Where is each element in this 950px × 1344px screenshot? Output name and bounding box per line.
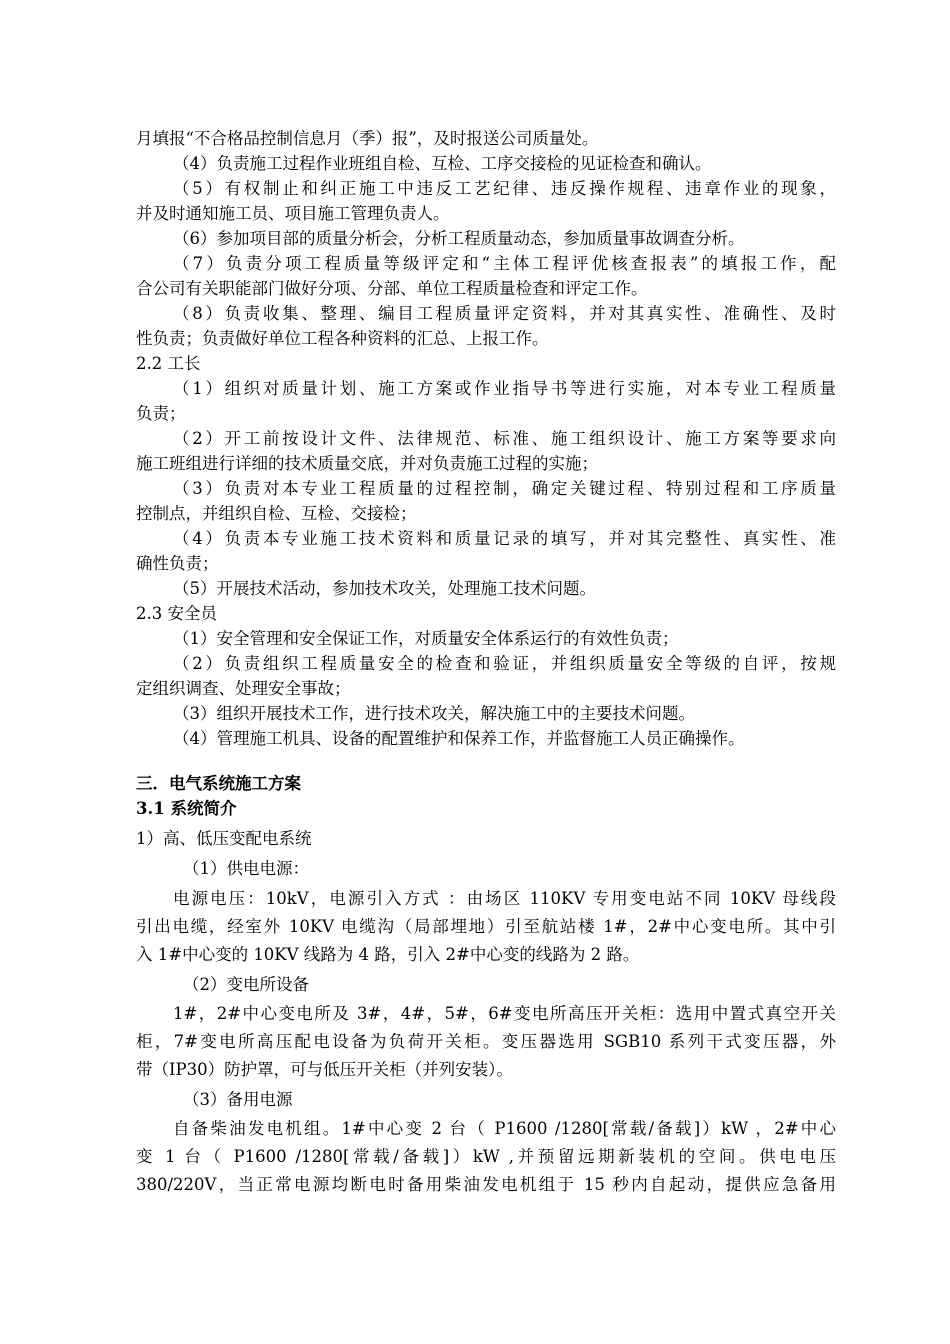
paragraph-line: 确性负责； [136, 554, 219, 573]
paragraph-line: 月填报“不合格品控制信息月（季）报”，及时报送公司质量处。 [136, 129, 599, 148]
list-item: （2）开工前按设计文件、法律规范、标准、施工组织设计、施工方案等要求向 [173, 429, 836, 448]
paragraph-line: 入 1#中心变的 10KV 线路为 4 路，引入 2#中心变的线路为 2 路。 [136, 945, 640, 964]
paragraph-line: 合公司有关职能部门做好分项、分部、单位工程质量检查和评定工作。 [136, 279, 648, 298]
list-item: （6）参加项目部的质量分析会，分析工程质量动态，参加质量事故调查分析。 [173, 229, 745, 248]
paragraph-line: 定组织调查、处理安全事故； [136, 679, 351, 698]
chapter-heading: 三．电气系统施工方案 [136, 774, 301, 793]
subsection-title: （2）变电所设备 [183, 975, 309, 994]
item-heading: 1）高、低压变配电系统 [136, 829, 312, 848]
paragraph-line: 380/220V，当正常电源均断电时备用柴油发电机组于 15 秒内自起动，提供应急备用 [136, 1175, 836, 1194]
list-item: （7）负责分项工程质量等级评定和“主体工程评优核查报表”的填报工作，配 [173, 254, 836, 273]
list-item: （5）有权制止和纠正施工中违反工艺纪律、违反操作规程、违章作业的现象， [173, 179, 836, 198]
list-item: （3）组织开展技术工作，进行技术攻关，解决施工中的主要技术问题。 [173, 704, 695, 723]
list-item: （8）负责收集、整理、编目工程质量评定资料，并对其真实性、准确性、及时 [173, 304, 836, 323]
subsection-title: （3）备用电源 [183, 1090, 293, 1109]
paragraph-line: 带（IP30）防护罩，可与低压开关柜（并列安装）。 [136, 1060, 513, 1079]
list-item: （1）安全管理和安全保证工作，对质量安全体系运行的有效性负责； [173, 629, 679, 648]
list-item: （3）负责对本专业工程质量的过程控制，确定关键过程、特别过程和工序质量 [173, 479, 836, 498]
paragraph-line: 变 1 台（ P1600 /1280[常载/备载]）kW ,并预留远期新装机的空间。供电电压 [136, 1147, 836, 1166]
paragraph-line: 施工班组进行详细的技术质量交底，并对负责施工过程的实施； [136, 454, 598, 473]
paragraph-line: 1#，2#中心变电所及 3#，4#，5#，6#变电所高压开关柜：选用中置式真空开关 [173, 1004, 836, 1023]
list-item: （1）组织对质量计划、施工方案或作业指导书等进行实施，对本专业工程质量 [173, 379, 836, 398]
subsection-title: （1）供电电源： [183, 859, 309, 878]
paragraph-line: 控制点，并组织自检、互检、交接检； [136, 504, 417, 523]
list-item: （4）负责施工过程作业班组自检、互检、工序交接检的见证检查和确认。 [173, 154, 712, 173]
paragraph-line: 性负责；负责做好单位工程各种资料的汇总、上报工作。 [136, 329, 549, 348]
paragraph-line: 电源电压：10kV，电源引入方式 ：由场区 110KV 专用变电站不同 10KV 母线段 [173, 889, 836, 908]
list-item: （5）开展技术活动，参加技术攻关，处理施工技术问题。 [173, 579, 596, 598]
paragraph-line: 柜，7#变电所高压配电设备为负荷开关柜。变压器选用 SGB10 系列干式变压器，外 [136, 1032, 836, 1051]
list-item: （4）管理施工机具、设备的配置维护和保养工作，并监督施工人员正确操作。 [173, 729, 745, 748]
paragraph-line: 自备柴油发电机组。1#中心变 2 台（ P1600 /1280[常载/备载]）kW ，2#中心 [173, 1119, 836, 1138]
list-item: （2）负责组织工程质量安全的检查和验证，并组织质量安全等级的自评，按规 [173, 654, 836, 673]
paragraph-line: 负责； [136, 404, 186, 423]
list-item: （4）负责本专业施工技术资料和质量记录的填写，并对其完整性、真实性、准 [173, 529, 836, 548]
section-heading: 2.2 工长 [136, 354, 201, 373]
section-heading: 2.3 安全员 [136, 604, 217, 623]
section-heading: 3.1 系统简介 [136, 799, 237, 818]
paragraph-line: 并及时通知施工员、项目施工管理负责人。 [136, 204, 450, 223]
paragraph-line: 引出电缆，经室外 10KV 电缆沟（局部埋地）引至航站楼 1#，2#中心变电所。其中引 [136, 917, 836, 936]
